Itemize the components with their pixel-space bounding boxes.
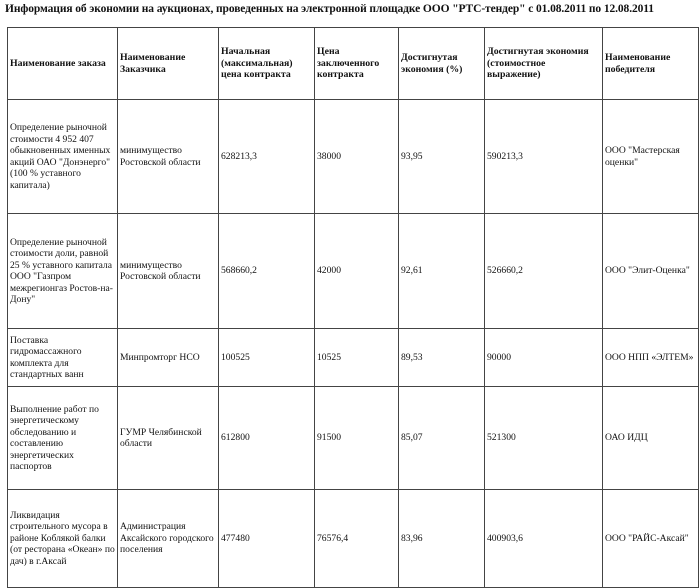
table-row bbox=[8, 100, 699, 214]
cell-winner: ООО "РАЙС-Аксай" bbox=[603, 490, 699, 588]
cell-savings-pct: 85,07 bbox=[399, 387, 485, 490]
cell-savings-value: 400903,6 bbox=[485, 490, 603, 588]
cell-order: Определение рыночной стоимости доли, равной 25 % уставного капитала ООО "Газпром межрегионгаз Ростов-на-Дону" bbox=[8, 214, 118, 329]
column-header-savings-value: Достигнутая экономия (стоимостное выражение) bbox=[485, 28, 603, 100]
cell-initial-price: 100525 bbox=[219, 329, 315, 387]
cell-winner: ООО "Элит-Оценка" bbox=[603, 214, 699, 329]
cell-savings-pct: 92,61 bbox=[399, 214, 485, 329]
cell-order: Поставка гидромассажного комплекта для стандартных ванн bbox=[8, 329, 118, 387]
cell-order: Выполнение работ по энергетическому обследованию и составлению энергетических паспортов bbox=[8, 387, 118, 490]
savings-table bbox=[7, 27, 699, 588]
cell-contract-price: 76576,4 bbox=[315, 490, 399, 588]
cell-winner: ООО НПП «ЭЛТЕМ» bbox=[603, 329, 699, 387]
cell-initial-price: 568660,2 bbox=[219, 214, 315, 329]
table-row bbox=[8, 329, 699, 387]
cell-customer: минимущество Ростовской области bbox=[118, 214, 219, 329]
column-header-winner: Наименование победителя bbox=[603, 28, 699, 100]
table-row bbox=[8, 214, 699, 329]
cell-savings-value: 90000 bbox=[485, 329, 603, 387]
cell-contract-price: 91500 bbox=[315, 387, 399, 490]
cell-contract-price: 38000 bbox=[315, 100, 399, 214]
cell-savings-pct: 89,53 bbox=[399, 329, 485, 387]
cell-savings-value: 590213,3 bbox=[485, 100, 603, 214]
column-header-savings-pct: Достигнутая экономия (%) bbox=[399, 28, 485, 100]
table-header-row bbox=[8, 28, 699, 100]
cell-contract-price: 10525 bbox=[315, 329, 399, 387]
cell-savings-value: 526660,2 bbox=[485, 214, 603, 329]
cell-savings-value: 521300 bbox=[485, 387, 603, 490]
column-header-customer: Наименование Заказчика bbox=[118, 28, 219, 100]
cell-customer: минимущество Ростовской области bbox=[118, 100, 219, 214]
cell-contract-price: 42000 bbox=[315, 214, 399, 329]
cell-customer: Администрация Аксайского городского поселения bbox=[118, 490, 219, 588]
table-row bbox=[8, 387, 699, 490]
column-header-order: Наименование заказа bbox=[8, 28, 118, 100]
cell-savings-pct: 83,96 bbox=[399, 490, 485, 588]
cell-initial-price: 477480 bbox=[219, 490, 315, 588]
column-header-contract-price: Цена заключенного контракта bbox=[315, 28, 399, 100]
cell-customer: Минпромторг НСО bbox=[118, 329, 219, 387]
cell-order: Ликвидация строительного мусора в районе Коблякой балки (от ресторана «Океан» по дач) в г.Аксай bbox=[8, 490, 118, 588]
cell-winner: ООО "Мастерская оценки" bbox=[603, 100, 699, 214]
document-title: Информация об экономии на аукционах, проведенных на электронной площадке ООО "РТС-тендер" с 01.08.2011 по 12.08.2011 bbox=[5, 3, 654, 15]
cell-savings-pct: 93,95 bbox=[399, 100, 485, 214]
column-header-initial-price: Начальная (максимальная) цена контракта bbox=[219, 28, 315, 100]
cell-winner: ОАО ИДЦ bbox=[603, 387, 699, 490]
cell-order: Определение рыночной стоимости 4 952 407 обыкновенных именных акций ОАО "Донэнерго" (100 % уставного капитала) bbox=[8, 100, 118, 214]
cell-initial-price: 628213,3 bbox=[219, 100, 315, 214]
cell-initial-price: 612800 bbox=[219, 387, 315, 490]
cell-customer: ГУМР Челябинской области bbox=[118, 387, 219, 490]
table-row bbox=[8, 490, 699, 588]
